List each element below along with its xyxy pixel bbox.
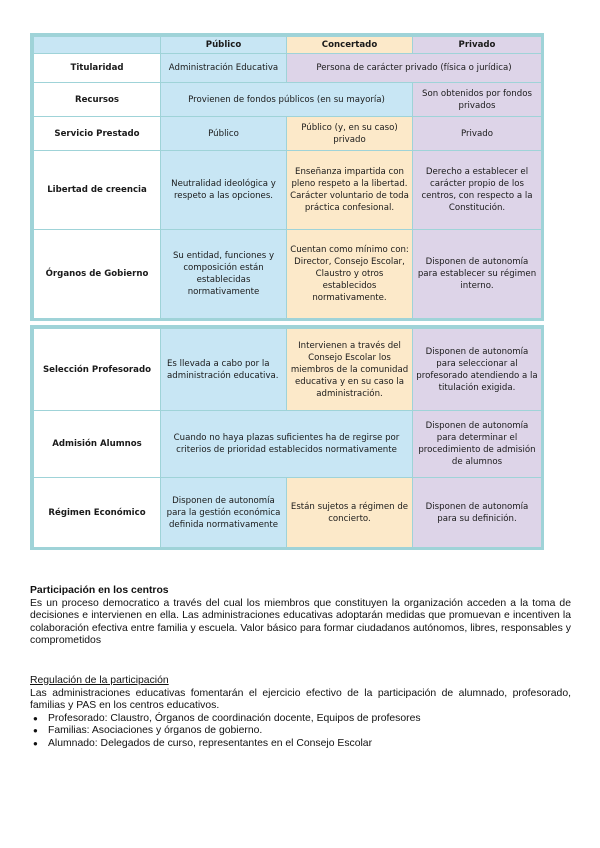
regulacion-title: Regulación de la participación: [30, 675, 169, 686]
cell-regimen-concertado: Están sujetos a régimen de concierto.: [287, 478, 413, 548]
row-seleccion: [34, 329, 542, 411]
cell-organos-concertado: Cuentan como mínimo con: Director, Consejo Escolar, Claustro y otros establecidos normativamente.: [287, 230, 413, 319]
row-regimen: [34, 478, 542, 548]
cell-seleccion-privado: Disponen de autonomía para seleccionar al profesorado atendiendo a la titulación exigida.: [413, 329, 542, 411]
list-item: ● Alumnado: Delegados de curso, representantes en el Consejo Escolar: [30, 738, 571, 751]
cell-titularidad-publico: Administración Educativa: [161, 54, 287, 83]
cell-recursos-privado: Son obtenidos por fondos privados: [413, 83, 542, 117]
participacion-section: [30, 585, 571, 648]
table-1: [33, 36, 542, 319]
cell-titularidad-concertado-privado: Persona de carácter privado (física o jurídica): [287, 54, 542, 83]
header-corner-cell: [34, 37, 161, 54]
regulacion-body: Las administraciones educativas fomentarán el ejercicio efectivo de la participación de alumnado, profesorado, familias y PAS en los centros educativos.: [30, 687, 571, 712]
cell-seleccion-concertado: Intervienen a través del Consejo Escolar los miembros de la comunidad educativa y en su caso la administración.: [287, 329, 413, 411]
regulacion-list: [30, 713, 571, 751]
comparison-table-top: [30, 33, 544, 321]
cell-admision-publico-concertado: Cuando no haya plazas suficientes ha de regirse por criterios de prioridad establecidos normativamente: [161, 411, 413, 478]
cell-servicio-privado: Privado: [413, 117, 542, 151]
row-servicio: [34, 117, 542, 151]
row-label-titularidad: Titularidad: [34, 54, 161, 83]
row-libertad: [34, 151, 542, 230]
header-publico: Público: [161, 37, 287, 54]
table-header-row: [34, 37, 542, 54]
cell-regimen-privado: Disponen de autonomía para su definición.: [413, 478, 542, 548]
row-organos: [34, 230, 542, 319]
row-label-admision: Admisión Alumnos: [34, 411, 161, 478]
row-recursos: [34, 83, 542, 117]
row-admision: [34, 411, 542, 478]
row-label-organos: Órganos de Gobierno: [34, 230, 161, 319]
row-label-libertad: Libertad de creencia: [34, 151, 161, 230]
cell-organos-privado: Disponen de autonomía para establecer su régimen interno.: [413, 230, 542, 319]
header-privado: Privado: [413, 37, 542, 54]
row-label-regimen: Régimen Económico: [34, 478, 161, 548]
cell-servicio-concertado: Público (y, en su caso) privado: [287, 117, 413, 151]
cell-organos-publico: Su entidad, funciones y composición están establecidas normativamente: [161, 230, 287, 319]
cell-libertad-publico: Neutralidad ideológica y respeto a las opciones.: [161, 151, 287, 230]
row-label-recursos: Recursos: [34, 83, 161, 117]
table-2: [33, 328, 542, 548]
cell-libertad-concertado: Enseñanza impartida con pleno respeto a la libertad. Carácter voluntario de toda práctica confesional.: [287, 151, 413, 230]
participacion-title: Participación en los centros: [30, 585, 169, 596]
row-label-seleccion: Selección Profesorado: [34, 329, 161, 411]
row-label-servicio: Servicio Prestado: [34, 117, 161, 151]
cell-recursos-publico-concertado: Provienen de fondos públicos (en su mayoría): [161, 83, 413, 117]
cell-libertad-privado: Derecho a establecer el carácter propio de los centros, con respecto a la Constitución.: [413, 151, 542, 230]
comparison-table-bottom: [30, 325, 544, 550]
cell-seleccion-publico: Es llevada a cabo por la administración educativa.: [161, 329, 287, 411]
header-concertado: Concertado: [287, 37, 413, 54]
regulacion-section: [30, 675, 571, 751]
cell-regimen-publico: Disponen de autonomía para la gestión económica definida normativamente: [161, 478, 287, 548]
cell-admision-privado: Disponen de autonomía para determinar el procedimiento de admisión de alumnos: [413, 411, 542, 478]
list-item: ● Profesorado: Claustro, Órganos de coordinación docente, Equipos de profesores: [30, 713, 571, 726]
cell-servicio-publico: Público: [161, 117, 287, 151]
participacion-body: Es un proceso democratico a través del cual los miembros que constituyen la organización acceden a la toma de decisiones e intervienen en ella. Las administraciones educativas adoptarán medidas que promuevan e incentiven la colaboración efectiva entre familia y escuela. Valor básico para formar ciudadanos autónomos, libres, responsables y comprometidos: [30, 597, 571, 647]
list-item: ● Familias: Asociaciones y órganos de gobierno.: [30, 725, 571, 738]
row-titularidad: [34, 54, 542, 83]
